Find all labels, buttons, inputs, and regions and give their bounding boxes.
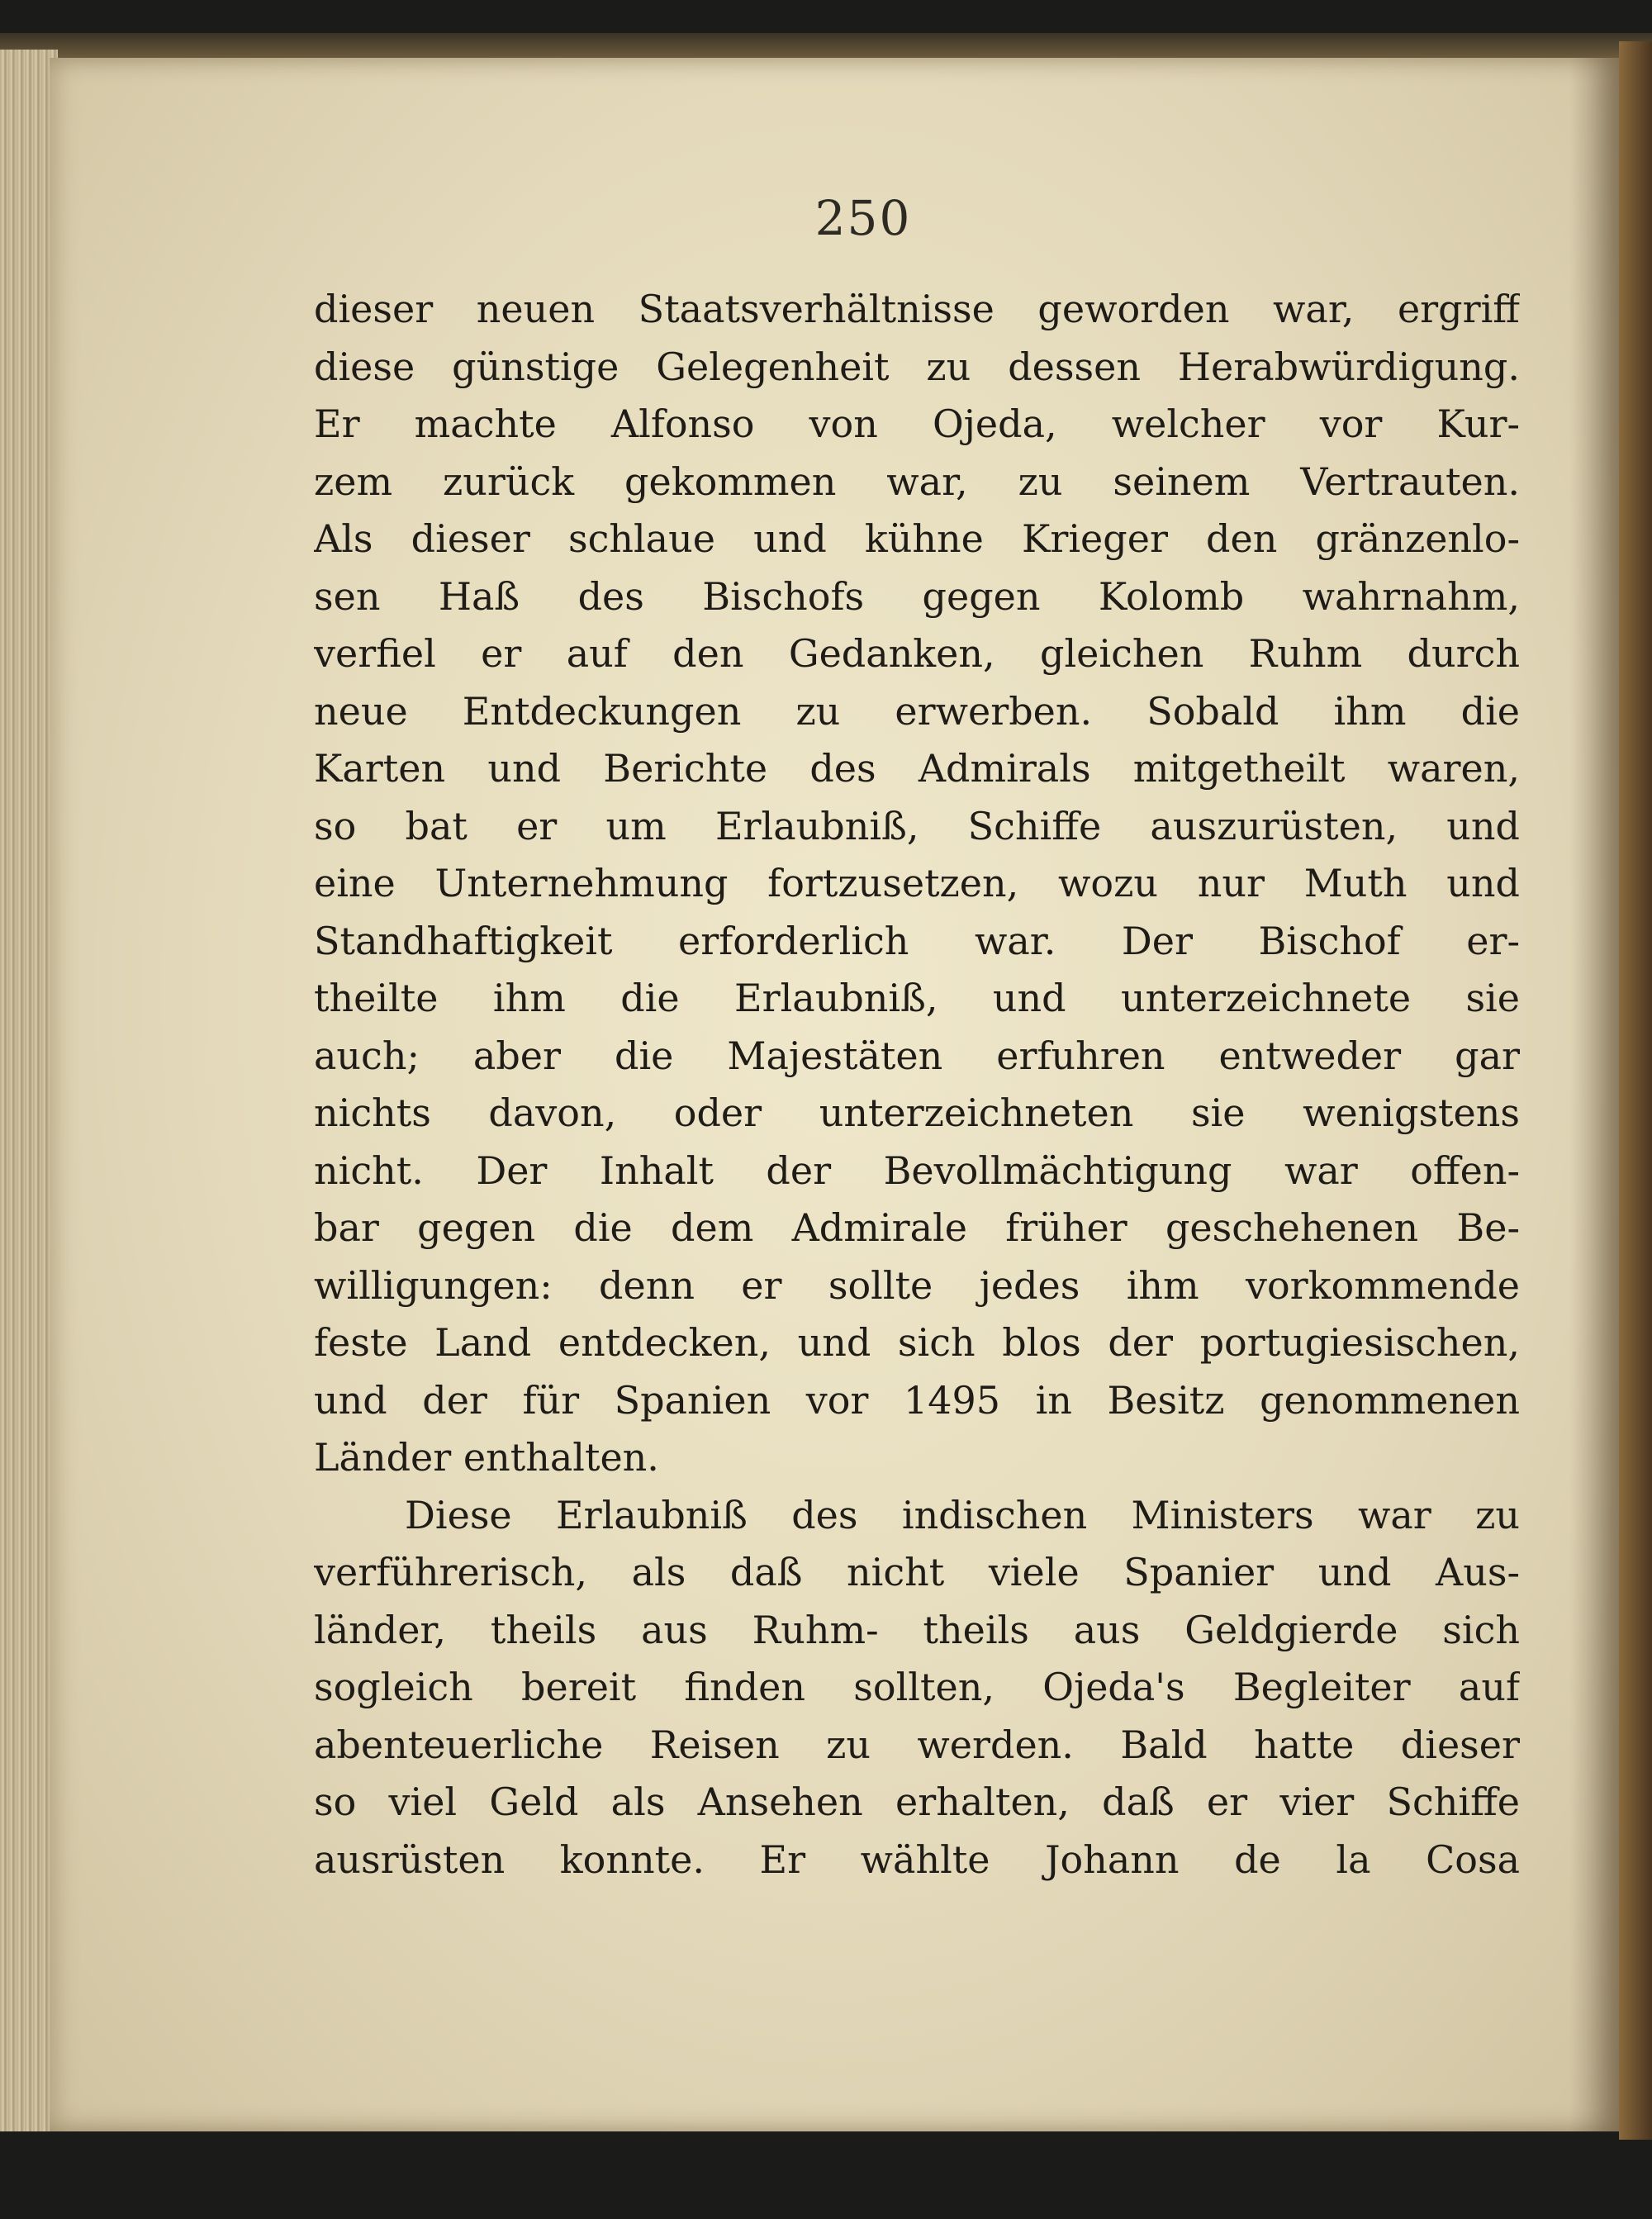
text-line: nicht. Der Inhalt der Bevollmächtigung war offen- [314,1148,1520,1193]
text-line: zem zurück gekommen war, zu seinem Vertrauten. [314,459,1520,504]
text-line: Karten und Berichte des Admirals mitgetheilt waren, [314,746,1520,791]
text-line: ausrüsten konnte. Er wählte Johann de la Cosa [314,1836,1520,1882]
text-line: Als dieser schlaue und kühne Krieger den gränzenlo- [314,516,1520,561]
text-line: neue Entdeckungen zu erwerben. Sobald ihm die [314,688,1520,734]
text-line: eine Unternehmung fortzusetzen, wozu nur Muth und [314,861,1520,905]
book-top-edge [0,33,1652,58]
text-line: auch; aber die Majestäten erfuhren entweder gar [314,1033,1520,1078]
text-line: feste Land entdecken, und sich blos der portugiesischen, [314,1320,1520,1365]
text-line: länder, theils aus Ruhm- theils aus Geldgierde sich [314,1607,1520,1652]
text-line: diese günstige Gelegenheit zu dessen Herabwürdigung. [314,344,1520,389]
book-cover-edge [1619,41,1652,2140]
page-number: 250 [814,190,912,246]
text-line: sen Haß des Bischofs gegen Kolomb wahrnahm, [314,573,1520,619]
paragraph-start-line: Diese Erlaubniß des indischen Ministers war zu [405,1492,1520,1537]
text-line: theilte ihm die Erlaubniß, und unterzeichnete sie [314,976,1520,1020]
text-line: dieser neuen Staatsverhältnisse geworden war, ergriff [314,287,1520,331]
text-line: verführerisch, als daß nicht viele Spanier und Aus- [314,1550,1520,1594]
text-line: bar gegen die dem Admirale früher geschehenen Be- [314,1205,1520,1250]
text-line: nichts davon, oder unterzeichneten sie wenigstens [314,1090,1520,1135]
text-line: verfiel er auf den Gedanken, gleichen Ruhm durch [314,631,1520,676]
text-line: so bat er um Erlaubniß, Schiffe auszurüsten, und [314,803,1520,848]
spine-shadow [1569,58,1619,2131]
paragraph-end-line: Länder enthalten. [314,1435,659,1480]
text-line: abenteuerliche Reisen zu werden. Bald hatte dieser [314,1722,1520,1767]
text-line: sogleich bereit finden sollten, Ojeda's Begleiter auf [314,1665,1520,1709]
text-line: willigungen: denn er sollte jedes ihm vorkommende [314,1262,1520,1308]
text-line: so viel Geld als Ansehen erhalten, daß er vier Schiffe [314,1779,1520,1824]
text-line: Standhaftigkeit erforderlich war. Der Bischof er- [314,918,1520,963]
text-line: Er machte Alfonso von Ojeda, welcher vor Kur- [314,402,1520,446]
body-text [314,281,1520,1889]
book-page [50,58,1619,2131]
text-line: und der für Spanien vor 1495 in Besitz genommenen [314,1377,1520,1423]
